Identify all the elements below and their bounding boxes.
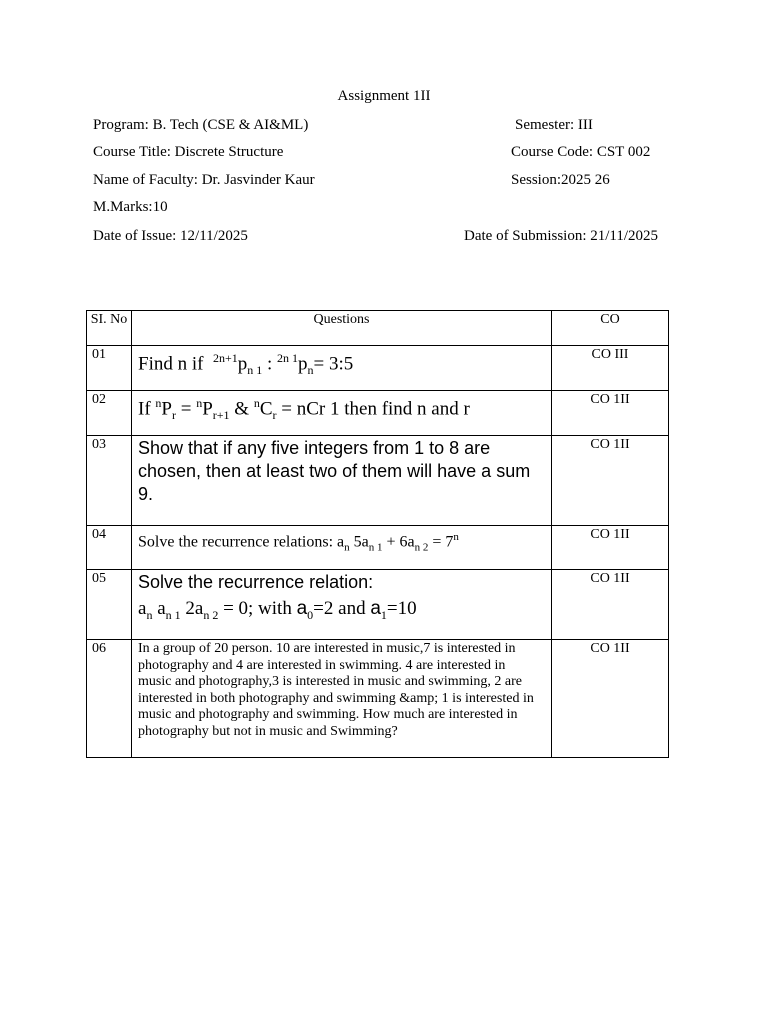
column-header-co: CO xyxy=(552,311,669,346)
question-text: Solve the recurrence relation: $a_n$ $a_{n 1}$ $2a_{n 2} = 0$; with $a_0=2$ and $a_1=10$ xyxy=(132,570,552,640)
table-row xyxy=(87,391,669,436)
questions-table xyxy=(86,310,669,758)
question-text: If $^nP_r = ^nP_{r+1}$ & $^nC_r$ = nCr 1 then find n and r xyxy=(132,391,552,436)
course-outcome: CO 1II xyxy=(552,391,669,436)
faculty-label: Name of Faculty: Dr. Jasvinder Kaur xyxy=(93,172,315,188)
program-label: Program: B. Tech (CSE & AI&ML) xyxy=(93,117,309,133)
question-number: 06 xyxy=(87,640,132,758)
date-of-submission-label: Date of Submission: 21/11/2025 xyxy=(464,228,659,244)
question-text: Solve the recurrence relations: $a_n$ $5a_{n 1} + 6a_{n 2} = 7^n$ xyxy=(132,526,552,570)
question-number: 05 xyxy=(87,570,132,640)
semester-label: Semester: III xyxy=(515,117,593,133)
date-of-issue-label: Date of Issue: 12/11/2025 xyxy=(93,228,248,244)
question-text: Find n if $^{2n+1}p_{n 1}$ : $^{2n 1}p_n=$ 3:5 xyxy=(132,346,552,391)
question-text: In a group of 20 person. 10 are interested in music,7 is interested in photography and 4 are interested in swimming. 4 are interested in music and photography,3 is interested in music and swimming, 2 are interested in both photography and swimming &amp; 1 is interested in music and photography and swimming. How much are interested in photography but not in music and Swimming? xyxy=(132,640,552,758)
question-number: 02 xyxy=(87,391,132,436)
table-row xyxy=(87,526,669,570)
course-title-label: Course Title: Discrete Structure xyxy=(93,144,284,160)
column-header-sl-no: SI. No xyxy=(87,311,132,346)
table-row xyxy=(87,346,669,391)
question-number: 01 xyxy=(87,346,132,391)
question-number: 03 xyxy=(87,436,132,526)
course-outcome: CO III xyxy=(552,346,669,391)
table-header-row xyxy=(87,311,669,346)
table-row xyxy=(87,570,669,640)
table-row xyxy=(87,436,669,526)
table-row xyxy=(87,640,669,758)
course-outcome: CO 1II xyxy=(552,526,669,570)
assignment-title: Assignment 1II xyxy=(337,88,431,104)
max-marks-label: M.Marks:10 xyxy=(93,199,168,215)
course-outcome: CO 1II xyxy=(552,640,669,758)
course-code-label: Course Code: CST 002 xyxy=(511,144,651,160)
session-label: Session:2025 26 xyxy=(511,172,610,188)
column-header-questions: Questions xyxy=(132,311,552,346)
course-outcome: CO 1II xyxy=(552,570,669,640)
question-number: 04 xyxy=(87,526,132,570)
course-outcome: CO 1II xyxy=(552,436,669,526)
question-text: Show that if any five integers from 1 to 8 are chosen, then at least two of them will have a sum 9. xyxy=(132,436,552,526)
